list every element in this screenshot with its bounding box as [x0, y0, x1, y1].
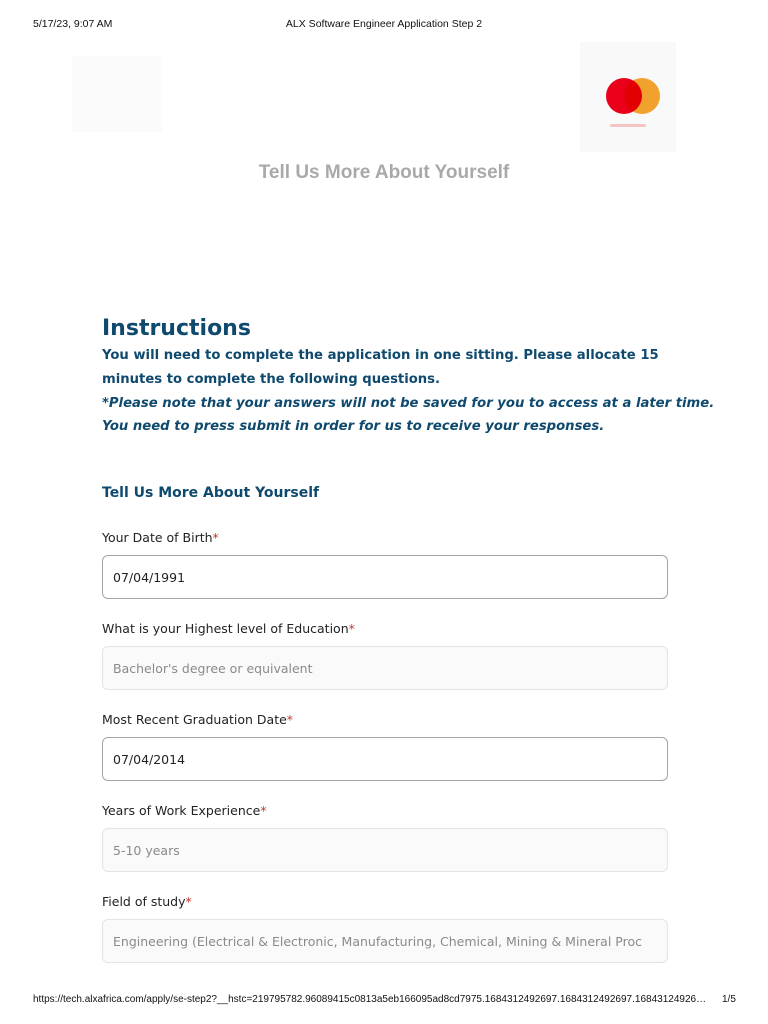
work-experience-value: 5-10 years: [113, 842, 180, 858]
field-of-study-select[interactable]: [102, 919, 668, 963]
mastercard-orange-circle: [624, 78, 660, 114]
education-select[interactable]: [102, 646, 668, 690]
date-of-birth-label-text: Your Date of Birth: [102, 530, 213, 545]
required-marker: *: [348, 621, 355, 636]
required-marker: *: [260, 803, 267, 818]
instructions-note-2: You need to press submit in order for us to receive your responses.: [102, 419, 605, 434]
mastercard-wordmark: [610, 124, 646, 127]
graduation-date-field[interactable]: [102, 737, 668, 781]
graduation-date-label-text: Most Recent Graduation Date: [102, 712, 287, 727]
instructions-line-2: minutes to complete the following questions.: [102, 372, 441, 387]
graduation-date-value: 07/04/2014: [113, 751, 186, 767]
field-of-study-label: [102, 894, 192, 909]
work-experience-select[interactable]: [102, 828, 668, 872]
work-experience-label-text: Years of Work Experience: [102, 803, 261, 818]
instructions-line-1: You will need to complete the application in one sitting. Please allocate 15: [102, 348, 659, 363]
date-of-birth-label: [102, 530, 219, 545]
education-value: Bachelor's degree or equivalent: [113, 660, 313, 676]
print-datetime: 5/17/23, 9:07 AM: [33, 18, 113, 30]
required-marker: *: [185, 894, 192, 909]
mastercard-logo-icon: [580, 42, 676, 152]
print-header: [0, 18, 768, 32]
field-of-study-label-text: Field of study: [102, 894, 186, 909]
instructions-note-1: *Please note that your answers will not be saved for you to access at a later time.: [102, 396, 715, 411]
field-of-study-value: Engineering (Electrical & Electronic, Manufacturing, Chemical, Mining & Mineral Proc: [113, 933, 642, 949]
section-heading: Tell Us More About Yourself: [102, 485, 320, 501]
required-marker: *: [212, 530, 219, 545]
page-title: Tell Us More About Yourself: [258, 162, 510, 183]
education-label: [102, 621, 355, 636]
page-indicator: 1/5: [722, 994, 736, 1005]
graduation-date-label: [102, 712, 293, 727]
work-experience-label: [102, 803, 267, 818]
print-footer: [0, 994, 768, 1008]
required-marker: *: [286, 712, 294, 727]
instructions-heading: Instructions: [102, 316, 251, 341]
print-document-title: ALX Software Engineer Application Step 2: [285, 18, 483, 30]
print-url: https://tech.alxafrica.com/apply/se-step2?__hstc=219795782.96089415c0813a5eb166095ad8cd7975.1684312492697.1684312492697.16843124926…: [33, 994, 707, 1005]
date-of-birth-field[interactable]: [102, 555, 668, 599]
date-of-birth-value: 07/04/1991: [113, 569, 186, 585]
education-label-text: What is your Highest level of Education: [102, 621, 349, 636]
partner-logo-icon: [72, 56, 162, 132]
